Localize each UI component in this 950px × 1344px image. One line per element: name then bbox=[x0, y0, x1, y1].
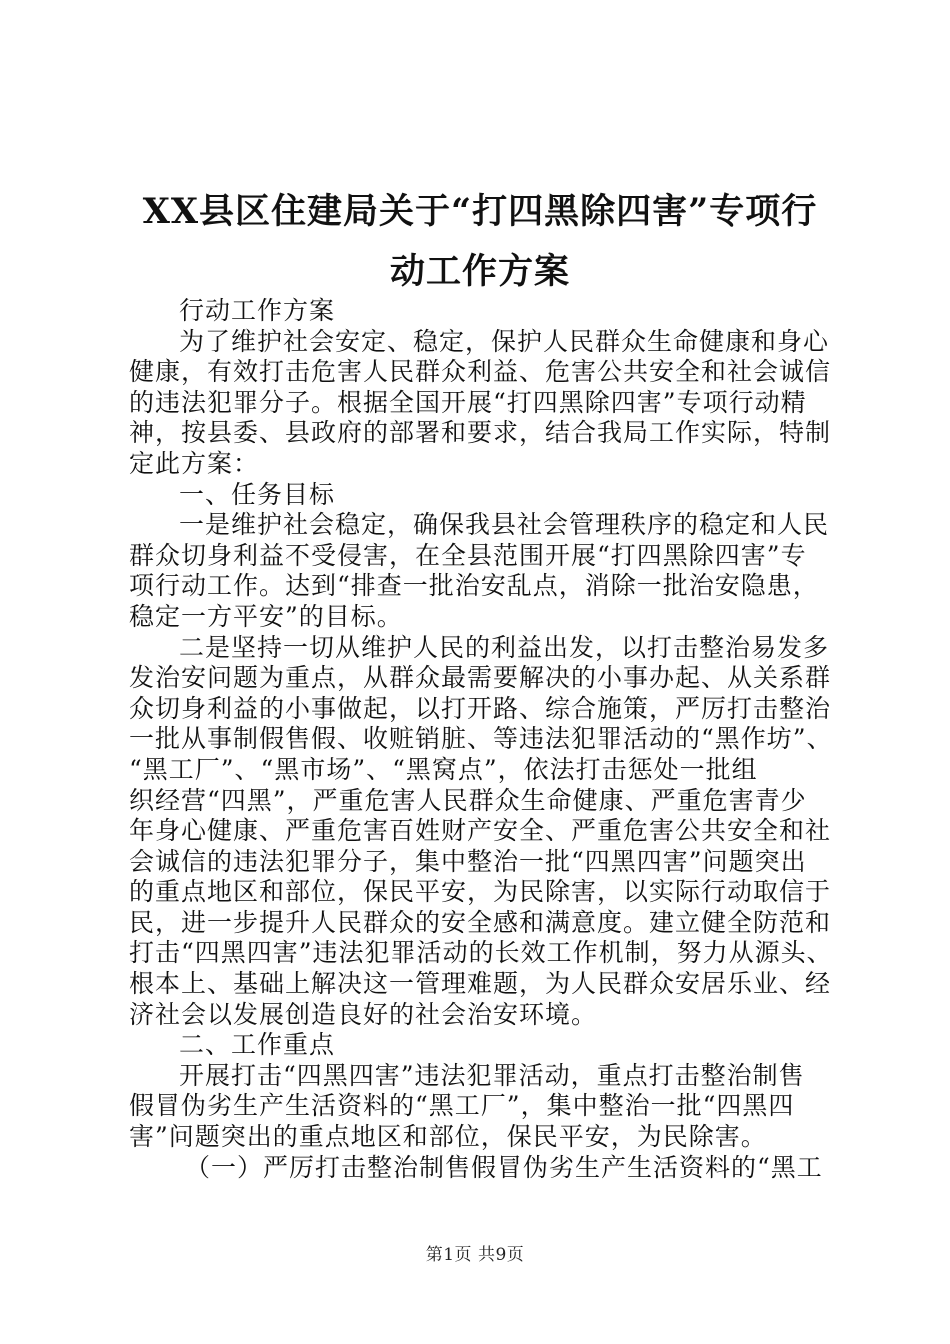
paragraph-line: 神，按县委、县政府的部署和要求，结合我局工作实际，特制 bbox=[129, 418, 832, 448]
paragraph-line: “黑工厂”、“黑市场”、“黑窝点”，依法打击惩处一批组 bbox=[129, 754, 758, 784]
document-body bbox=[129, 296, 834, 1183]
paragraph-line: 济社会以发展创造良好的社会治安环境。 bbox=[129, 999, 598, 1029]
paragraph-line: （一）严厉打击整治制售假冒伪劣生产生活资料的“黑工 bbox=[185, 1152, 823, 1182]
paragraph-line: 稳定一方平安”的目标。 bbox=[129, 601, 403, 631]
paragraph-line: 定此方案： bbox=[129, 448, 260, 478]
paragraph-line: 害”问题突出的重点地区和部位，保民平安，为民除害。 bbox=[129, 1122, 767, 1152]
paragraph-line: 为了维护社会安定、稳定，保护人民群众生命健康和身心 bbox=[179, 326, 830, 356]
title-line: 动工作方案 bbox=[389, 251, 570, 292]
paragraph-line: 群众切身利益不受侵害，在全县范围开展“打四黑除四害”专 bbox=[129, 540, 807, 570]
paragraph-line: 众切身利益的小事做起，以打开路、综合施策，严厉打击整治 bbox=[129, 693, 832, 723]
paragraph-line: 的违法犯罪分子。根据全国开展“打四黑除四害”专项行动精 bbox=[129, 387, 807, 417]
paragraph-line: 一批从事制假售假、收赃销脏、等违法犯罪活动的“黑作坊”、 bbox=[129, 724, 833, 754]
paragraph-line: 一是维护社会稳定，确保我县社会管理秩序的稳定和人民 bbox=[179, 510, 830, 540]
paragraph-line: 二是坚持一切从维护人民的利益出发，以打击整治易发多 bbox=[179, 632, 830, 662]
paragraph-line: 假冒伪劣生产生活资料的“黑工厂”，集中整治一批“四黑四 bbox=[129, 1091, 795, 1121]
document-title bbox=[100, 182, 860, 302]
page-number: 第1页 共9页 bbox=[425, 1245, 525, 1265]
paragraph-line: 根本上、基础上解决这一管理难题，为人民群众安居乐业、经 bbox=[129, 969, 832, 999]
section-heading: 一、任务目标 bbox=[179, 479, 336, 509]
paragraph-line: 年身心健康、严重危害百姓财产安全、严重危害公共安全和社 bbox=[129, 816, 832, 846]
paragraph-line: 开展打击“四黑四害”违法犯罪活动，重点打击整治制售 bbox=[179, 1060, 805, 1090]
paragraph-line: 民，进一步提升人民群众的安全感和满意度。建立健全防范和 bbox=[129, 907, 832, 937]
title-line: XX县区住建局关于“打四黑除四害”专项行 bbox=[142, 191, 818, 232]
paragraph-line: 打击“四黑四害”违法犯罪活动的长效工作机制，努力从源头、 bbox=[129, 938, 833, 968]
paragraph-line: 项行动工作。达到“排查一批治安乱点，消除一批治安隐患， bbox=[129, 571, 819, 601]
paragraph-line: 会诚信的违法犯罪分子，集中整治一批“四黑四害”问题突出 bbox=[129, 846, 807, 876]
paragraph-line: 发治安问题为重点，从群众最需要解决的小事办起、从关系群 bbox=[129, 663, 832, 693]
section-heading: 二、工作重点 bbox=[179, 1030, 336, 1060]
paragraph-line: 健康，有效打击危害人民群众利益、危害公共安全和社会诚信 bbox=[129, 357, 832, 387]
paragraph-line: 织经营“四黑”，严重危害人民群众生命健康、严重危害青少 bbox=[129, 785, 807, 815]
paragraph-line: 的重点地区和部位，保民平安，为民除害，以实际行动取信于 bbox=[129, 877, 832, 907]
subtitle-line: 行动工作方案 bbox=[179, 296, 336, 325]
